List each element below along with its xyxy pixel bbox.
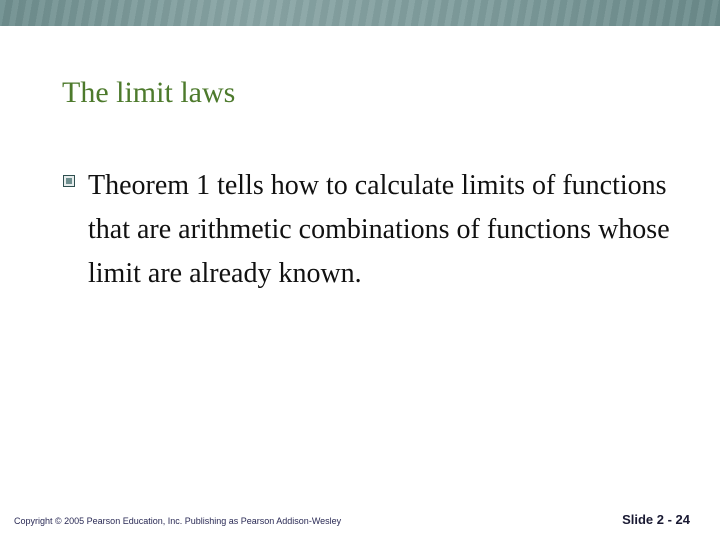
bullet-text: Theorem 1 tells how to calculate limits of functions that are arithmetic combinations of functions whose limit are already known. [88,170,670,289]
slide-number: Slide 2 - 24 [622,512,690,527]
slide-title: The limit laws [62,76,236,109]
square-bullet-icon [63,175,75,187]
copyright-footer: Copyright © 2005 Pearson Education, Inc. Publishing as Pearson Addison-Wesley [14,516,342,526]
header-bar [0,0,720,26]
